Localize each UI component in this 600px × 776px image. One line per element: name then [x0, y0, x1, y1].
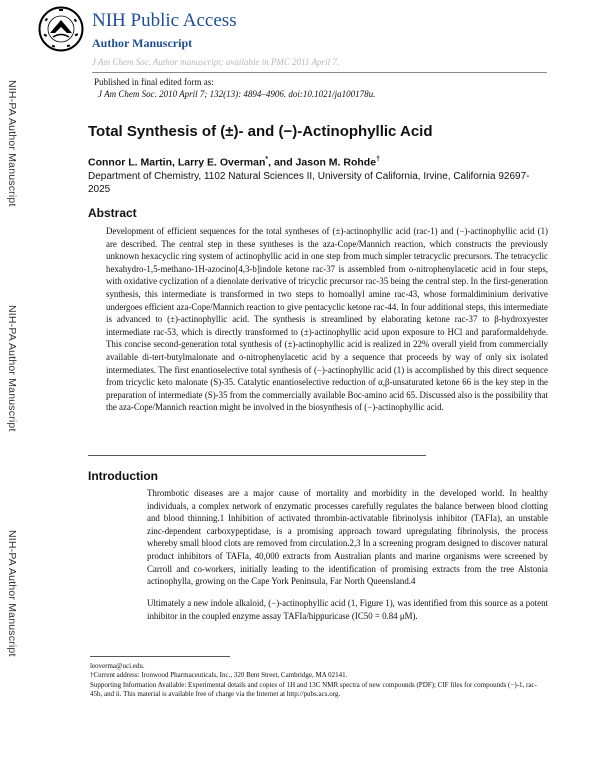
author-separator: , and — [268, 156, 296, 169]
introduction-heading: Introduction — [88, 469, 158, 483]
sidebar-label-top: NIH-PA Author Manuscript — [6, 80, 18, 207]
author-name: Connor L. Martin — [88, 156, 172, 169]
introduction-paragraph-1: Thrombotic diseases are a major cause of mortality and morbidity in the developed world. In healthy individuals, a complex network of enzymatic processes carefully regulates the balance between blood clotting and blood thinning.1 Inhibition of activated thrombin-activatable fibrinolysis inhibitor (TAFIa), an unstable zinc-dependent carboxypeptidase, is a promising approach toward upregulating fibrinolysis, the process whereby small blood clots are removed from circulation.2,3 In a screening program designed to discover natural product inhibitors of TAFIa, 40,000 extracts from Australian plants and marine organisms were screened by Carroll and co-workers, initially leading to the identification of promising extracts from the tree Alstonia actinophylla, growing on the Cape York Peninsula, Far North Queensland.4 — [147, 488, 548, 587]
author-name: Jason M. Rohde — [295, 156, 377, 169]
sidebar-label-bottom: NIH-PA Author Manuscript — [6, 530, 18, 657]
citation-line: J Am Chem Soc. 2010 April 7; 132(13): 4894–4906. doi:10.1021/ja100178u. — [98, 89, 376, 99]
footnote-divider — [90, 656, 230, 657]
current-address-mark: † — [376, 156, 380, 163]
published-in-label: Published in final edited form as: — [94, 77, 214, 87]
current-address-footnote: †Current address: Ironwood Pharmaceuticals, Inc., 320 Bent Street, Cambridge, MA 02141. — [90, 671, 348, 680]
affiliation: Department of Chemistry, 1102 Natural Sciences II, University of California, Irvine, California 92697-2025 — [88, 171, 530, 195]
author-list — [88, 156, 380, 169]
corresponding-author-mark: * — [265, 156, 269, 163]
supporting-information-note: Supporting Information Available: Experimental details and copies of 1H and 13C NMR spectra of new compounds (PDF); CIF files for compounds (−)-1, rac-45b, and ii. This material is available free of charge via the Internet at http://pubs.acs.org. — [90, 680, 537, 698]
introduction-paragraph-2: Ultimately a new indole alkaloid, (−)-actinophyllic acid (1, Figure 1), was identified from this source as a potent inhibitor in the coupled enzyme assay TAFIa/hippuricase (IC50 = 0.84 μM). — [147, 598, 548, 621]
author-manuscript-label: Author Manuscript — [92, 36, 193, 50]
header-divider — [92, 72, 547, 73]
corresponding-email: leoverma@uci.edu. — [90, 662, 145, 670]
hhs-seal-logo — [38, 6, 84, 52]
pmc-availability-line: J Am Chem Soc. Author manuscript; available in PMC 2011 April 7. — [92, 57, 340, 67]
footnotes — [90, 662, 548, 699]
abstract-text: Development of efficient sequences for the total syntheses of (±)-actinophyllic acid (rac-1) and (−)-actinophyllic acid (1) are described. The central step in these syntheses is the aza-Cope/Mannich reaction, which constructs the previously unknown hexacyclic ring system of actinophyllic acid in one step from much simpler tetracyclic precursors. The tetracyclic hexahydro-1,5-methano-1H-azocino[4,3-b]indole ketone rac-37 is assembled from o-nitrophenylacetic acid in four steps, with oxidative cyclization of a dienolate derivative of tricyclic precursor rac-35 being the central step. In the first-generation synthesis, this intermediate is transformed in two steps to homoallyl amine rac-43, whose formaldiminium derivative undergoes efficient aza-Cope/Mannich reaction to give pentacyclic ketone rac-44. In four additional steps, this intermediate is advanced to (±)-actinophyllic acid. The synthesis is streamlined by elaborating ketone rac-37 to β-hydroxyester intermediate rac-53, which is directly transformed to (±)-actinophyllic acid upon exposure to HCl and paraformaldehyde. This concise second-generation total synthesis of (±)-actinophyllic acid is realized in 22% overall yield from commercially available di-tert-butylmalonate and o-nitrophenylacetic acid by a sequence that proceeds by way of only six isolated intermediates. The first enantioselective total synthesis of (−)-actinophyllic acid (1) is accomplished by this direct sequence from tricyclic keto malonate (S)-35. Catalytic enantioselective reduction of α,β-unsaturated ketone 66 is the key step in the preparation of intermediate (S)-35 from the commercially available Boc-amino acid 65. Discussed also is the possibility that the aza-Cope/Mannich reaction might be involved in the biosynthesis of (−)-actinophyllic acid. — [106, 226, 548, 413]
abstract-heading: Abstract — [88, 206, 137, 220]
sidebar-label-middle: NIH-PA Author Manuscript — [6, 305, 18, 432]
abstract-divider — [88, 455, 426, 456]
published-in-block — [94, 76, 375, 100]
author-name: Larry E. Overman — [177, 156, 266, 169]
article-title: Total Synthesis of (±)- and (−)-Actinophyllic Acid — [88, 123, 433, 140]
nih-public-access-title: NIH Public Access — [92, 10, 237, 31]
author-separator: , — [172, 156, 178, 169]
